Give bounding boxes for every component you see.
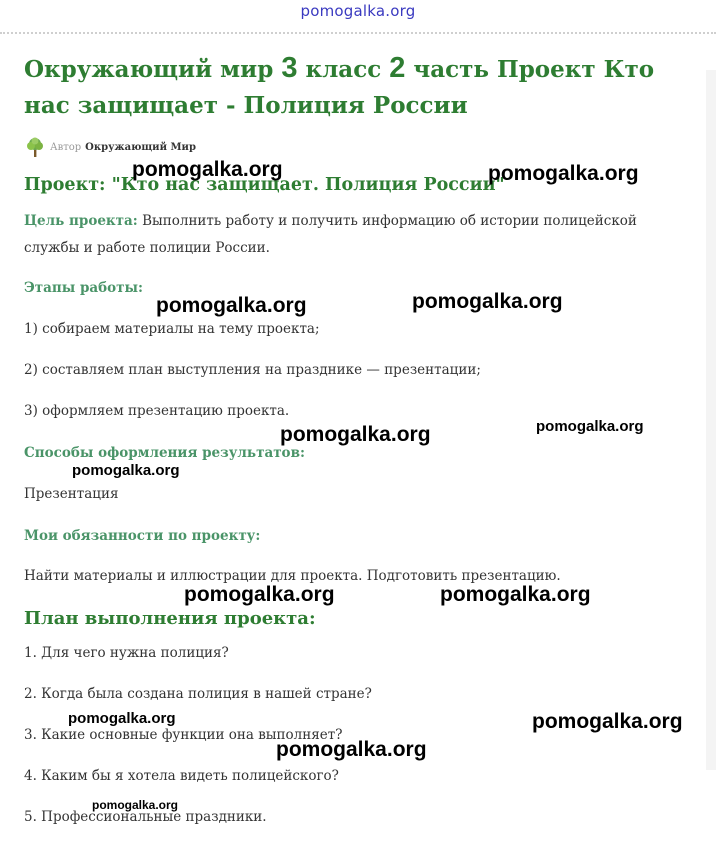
watermark: pomogalka.org	[276, 738, 427, 761]
tree-icon	[24, 136, 46, 158]
stages-label: Этапы работы:	[24, 280, 144, 296]
sidebar-edge	[706, 70, 716, 770]
top-divider	[0, 32, 716, 34]
plan-item: 1. Для чего нужна полиция?	[24, 645, 229, 661]
plan-heading: План выполнения проекта:	[24, 608, 316, 629]
watermark: pomogalka.org	[72, 462, 180, 479]
author-link[interactable]: Окружающий Мир	[85, 141, 196, 153]
title-grade-number: 3	[281, 52, 298, 84]
plan-item: 2. Когда была создана полиция в нашей стране?	[24, 686, 372, 702]
plan-item: 3. Какие основные функции она выполняет?	[24, 727, 343, 743]
site-watermark-top: pomogalka.org	[300, 2, 416, 20]
title-part-number: 2	[389, 52, 406, 84]
author-line	[24, 136, 196, 158]
duties-label: Мои обязанности по проекту:	[24, 528, 261, 544]
project-goal	[24, 208, 664, 262]
watermark: pomogalka.org	[132, 158, 283, 181]
title-part-1: Окружающий мир	[24, 56, 282, 83]
watermark: pomogalka.org	[536, 418, 644, 435]
watermark: pomogalka.org	[68, 710, 176, 727]
watermark: pomogalka.org	[156, 294, 307, 317]
plan-item: 5. Профессиональные праздники.	[24, 809, 267, 825]
watermark: pomogalka.org	[412, 290, 563, 313]
stage-item: 3) оформляем презентацию проекта.	[24, 403, 290, 419]
watermark: pomogalka.org	[92, 798, 179, 812]
duties-text: Найти материалы и иллюстрации для проекта. Подготовить презентацию.	[24, 568, 561, 584]
goal-text: Выполнить работу и получить информацию об истории полицейской службы и работе полиции России.	[24, 213, 637, 256]
methods-label: Способы оформления результатов:	[24, 445, 305, 461]
plan-item: 4. Каким бы я хотела видеть полицейского?	[24, 768, 339, 784]
title-part-2: класс	[297, 56, 390, 83]
goal-label: Цель проекта:	[24, 213, 138, 229]
author-prefix: Автор	[50, 141, 82, 153]
stage-item: 1) собираем материалы на тему проекта;	[24, 321, 320, 337]
watermark: pomogalka.org	[488, 162, 639, 185]
methods-text: Презентация	[24, 486, 119, 502]
watermark: pomogalka.org	[184, 583, 335, 606]
page-title	[24, 50, 694, 124]
watermark: pomogalka.org	[440, 583, 591, 606]
watermark: pomogalka.org	[532, 710, 683, 733]
title-part-3: часть Проект Кто нас защищает - Полиция России	[24, 56, 655, 119]
watermark: pomogalka.org	[280, 423, 431, 446]
stage-item: 2) составляем план выступления на празднике — презентации;	[24, 362, 481, 378]
project-heading: Проект: "Кто нас защищает. Полиция России"	[24, 175, 505, 195]
